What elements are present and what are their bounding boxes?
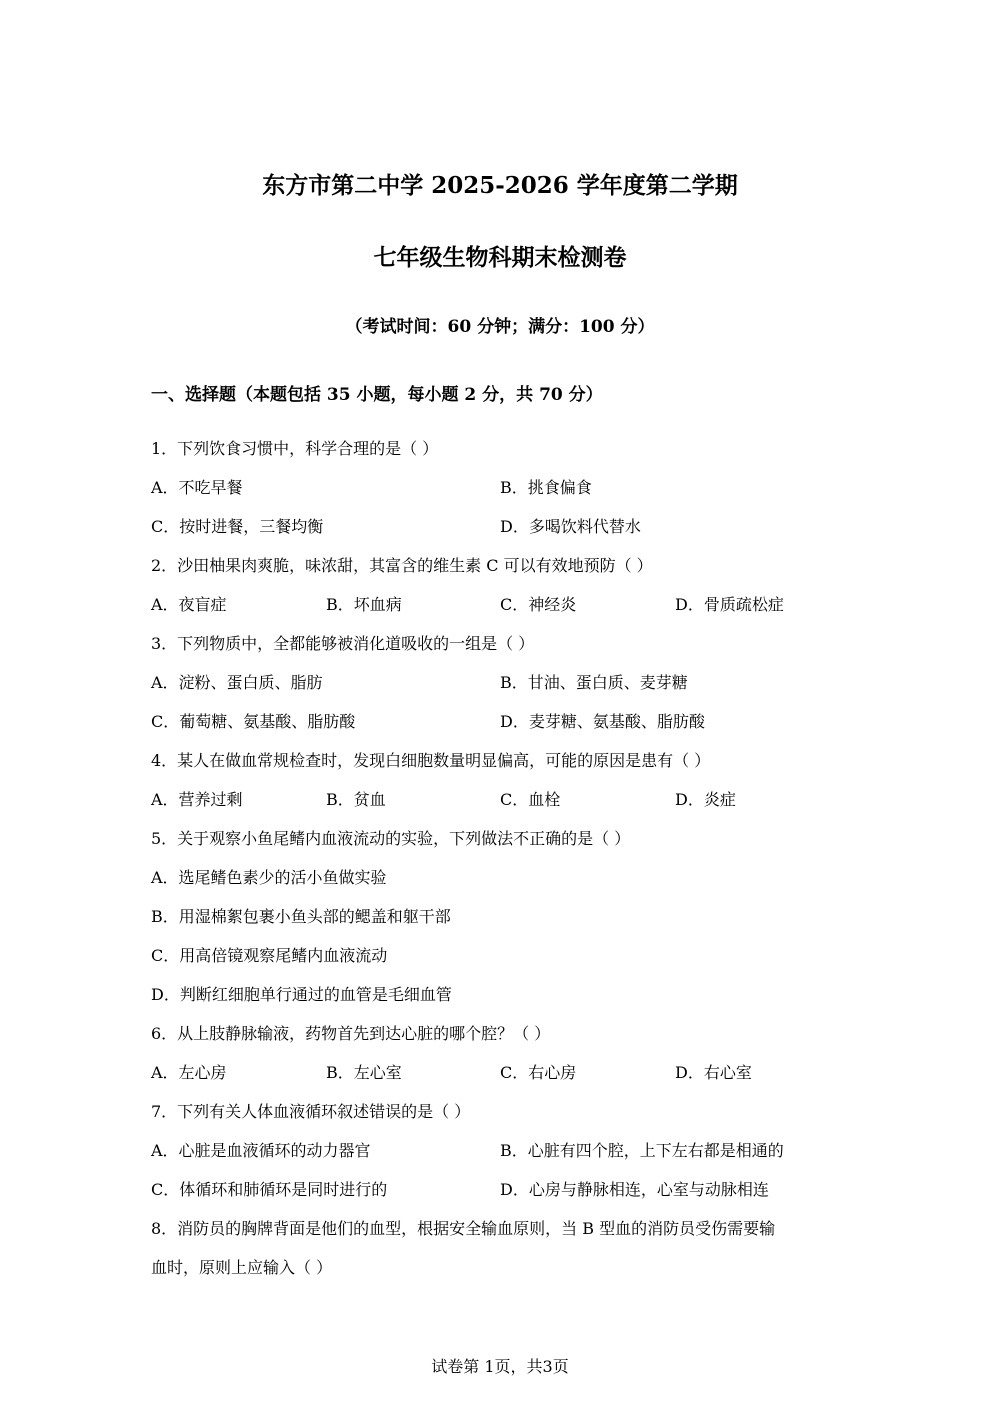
question-1-option-b: B．挑食偏食 — [500, 478, 592, 497]
question-7-option-c: C．体循环和肺循环是同时进行的 — [151, 1180, 388, 1199]
question-4-option-d: D．炎症 — [675, 790, 736, 809]
question-3-option-c: C．葡萄糖、氨基酸、脂肪酸 — [151, 712, 356, 731]
question-2-option-b: B．坏血病 — [326, 595, 402, 614]
question-1-option-a: A．不吃早餐 — [151, 478, 243, 497]
question-1-option-d: D．多喝饮料代替水 — [500, 517, 641, 536]
question-6-option-d: D．右心室 — [675, 1063, 752, 1082]
question-3-stem: 3．下列物质中，全都能够被消化道吸收的一组是（ ） — [151, 634, 535, 653]
question-3-option-b: B．甘油、蛋白质、麦芽糖 — [500, 673, 688, 692]
question-1-option-c: C．按时进餐，三餐均衡 — [151, 517, 324, 536]
section-heading-multiple-choice: 一、选择题（本题包括 35 小题，每小题 2 分，共 70 分） — [151, 385, 603, 405]
question-2-option-d: D．骨质疏松症 — [675, 595, 784, 614]
question-5-option-d: D．判断红细胞单行通过的血管是毛细血管 — [151, 985, 452, 1004]
question-7-option-a: A．心脏是血液循环的动力器官 — [151, 1141, 371, 1160]
exam-title-school: 东方市第二中学 2025-2026 学年度第二学期 — [262, 172, 738, 199]
question-2-option-a: A．夜盲症 — [151, 595, 227, 614]
question-5-option-a: A．选尾鳍色素少的活小鱼做实验 — [151, 868, 387, 887]
page-footer: 试卷第 1页，共3页 — [431, 1357, 569, 1376]
question-5-stem: 5．关于观察小鱼尾鳍内血液流动的实验，下列做法不正确的是（ ） — [151, 829, 631, 848]
question-8-stem-line2: 血时，原则上应输入（ ） — [151, 1258, 333, 1277]
question-4-option-b: B．贫血 — [326, 790, 386, 809]
question-6-option-b: B．左心室 — [326, 1063, 402, 1082]
exam-title-subject: 七年级生物科期末检测卷 — [373, 244, 627, 271]
question-6-stem: 6．从上肢静脉输液，药物首先到达心脏的哪个腔？（ ） — [151, 1024, 551, 1043]
question-5-option-b: B．用湿棉絮包裹小鱼头部的鳃盖和躯干部 — [151, 907, 451, 926]
question-7-option-b: B．心脏有四个腔，上下左右都是相通的 — [500, 1141, 784, 1160]
question-8-stem-line1: 8．消防员的胸牌背面是他们的血型，根据安全输血原则，当 B 型血的消防员受伤需要输 — [151, 1219, 776, 1238]
question-5-option-c: C．用高倍镜观察尾鳍内血液流动 — [151, 946, 388, 965]
question-4-stem: 4．某人在做血常规检查时，发现白细胞数量明显偏高，可能的原因是患有（ ） — [151, 751, 711, 770]
question-6-option-a: A．左心房 — [151, 1063, 227, 1082]
question-4-option-a: A．营养过剩 — [151, 790, 243, 809]
question-1-stem: 1．下列饮食习惯中，科学合理的是（ ） — [151, 439, 439, 458]
question-7-option-d: D．心房与静脉相连，心室与动脉相连 — [500, 1180, 769, 1199]
question-4-option-c: C．血栓 — [500, 790, 561, 809]
question-7-stem: 7．下列有关人体血液循环叙述错误的是（ ） — [151, 1102, 471, 1121]
question-3-option-a: A．淀粉、蛋白质、脂肪 — [151, 673, 323, 692]
question-2-stem: 2．沙田柚果肉爽脆，味浓甜，其富含的维生素 C 可以有效地预防（ ） — [151, 556, 653, 575]
question-6-option-c: C．右心房 — [500, 1063, 577, 1082]
exam-time-score-info: （考试时间：60 分钟；满分：100 分） — [345, 317, 655, 337]
question-3-option-d: D．麦芽糖、氨基酸、脂肪酸 — [500, 712, 705, 731]
question-2-option-c: C．神经炎 — [500, 595, 577, 614]
